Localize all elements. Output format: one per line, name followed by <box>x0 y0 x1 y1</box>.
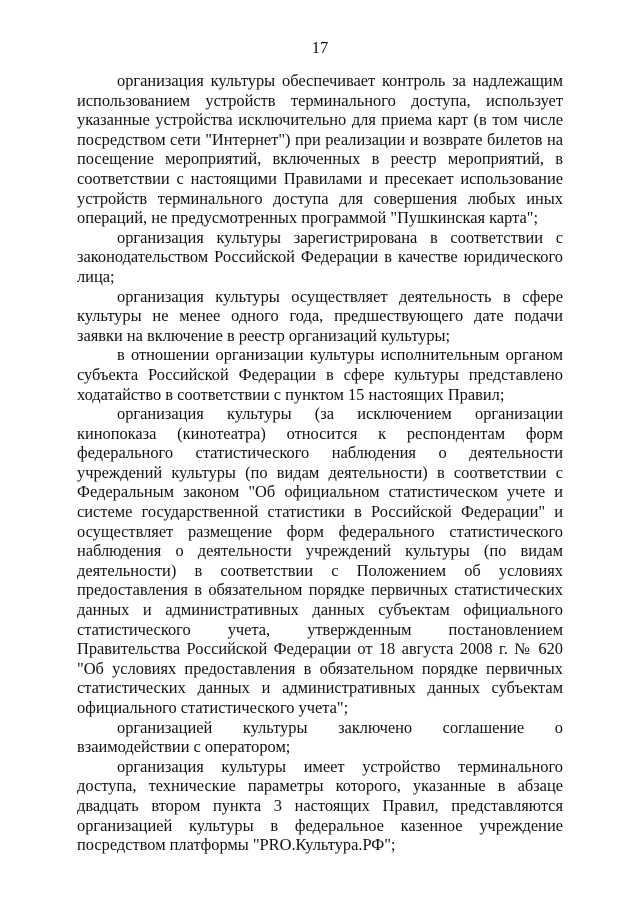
paragraph-statistical-reporting: организация культуры (за исключением организации кинопоказа (кинотеатра) относится к респондентам форм федерального статистического наблюдения о деятельности учреждений культуры (по видам деятельности) в соответствии с Федеральным законом "Об официальном статистическом учете и системе государственной статистики в Российской Федерации" и осуществляет размещение форм федерального статистического наблюдения о деятельности учреждений культуры (по видам деятельности) в соответствии с Положением об условиях предоставления в обязательном порядке первичных статистических данных и административных данных субъектам официального статистического учета, утвержденным постановлением Правительства Российской Федерации от 18 августа 2008 г. № 620 "Об условиях предоставления в обязательном порядке первичных статистических данных и административных данных субъектам официального статистического учета"; <box>77 404 563 717</box>
paragraph-legal-entity: организация культуры зарегистрирована в соответствии с законодательством Российской Федерации в качестве юридического лица; <box>77 227 563 286</box>
paragraph-terminal-device: организация культуры имеет устройство терминального доступа, технические параметры которого, указанные в абзаце двадцать втором пункта 3 настоящих Правил, представляются организацией культуры в федеральное казенное учреждение посредством платформы "PRO.Культура.РФ"; <box>77 756 563 855</box>
page-number: 17 <box>311 38 329 57</box>
paragraph-activity-duration: организация культуры осуществляет деятельность в сфере культуры не менее одного года, предшествующего дате подачи заявки на включение в реестр организаций культуры; <box>77 286 563 345</box>
document-body <box>77 71 563 855</box>
paragraph-operator-agreement: организацией культуры заключено соглашение о взаимодействии с оператором; <box>77 717 563 757</box>
paragraph-petition: в отношении организации культуры исполнительным органом субъекта Российской Федерации в сфере культуры представлено ходатайство в соответствии с пунктом 15 настоящих Правил; <box>77 345 563 404</box>
paragraph-terminal-control: организация культуры обеспечивает контроль за надлежащим использованием устройств терминального доступа, использует указанные устройства исключительно для приема карт (в том числе посредством сети "Интернет") при реализации и возврате билетов на посещение мероприятий, включенных в реестр мероприятий, в соответствии с настоящими Правилами и пресекает использование устройств терминального доступа для совершения любых иных операций, не предусмотренных программой "Пушкинская карта"; <box>77 71 563 228</box>
